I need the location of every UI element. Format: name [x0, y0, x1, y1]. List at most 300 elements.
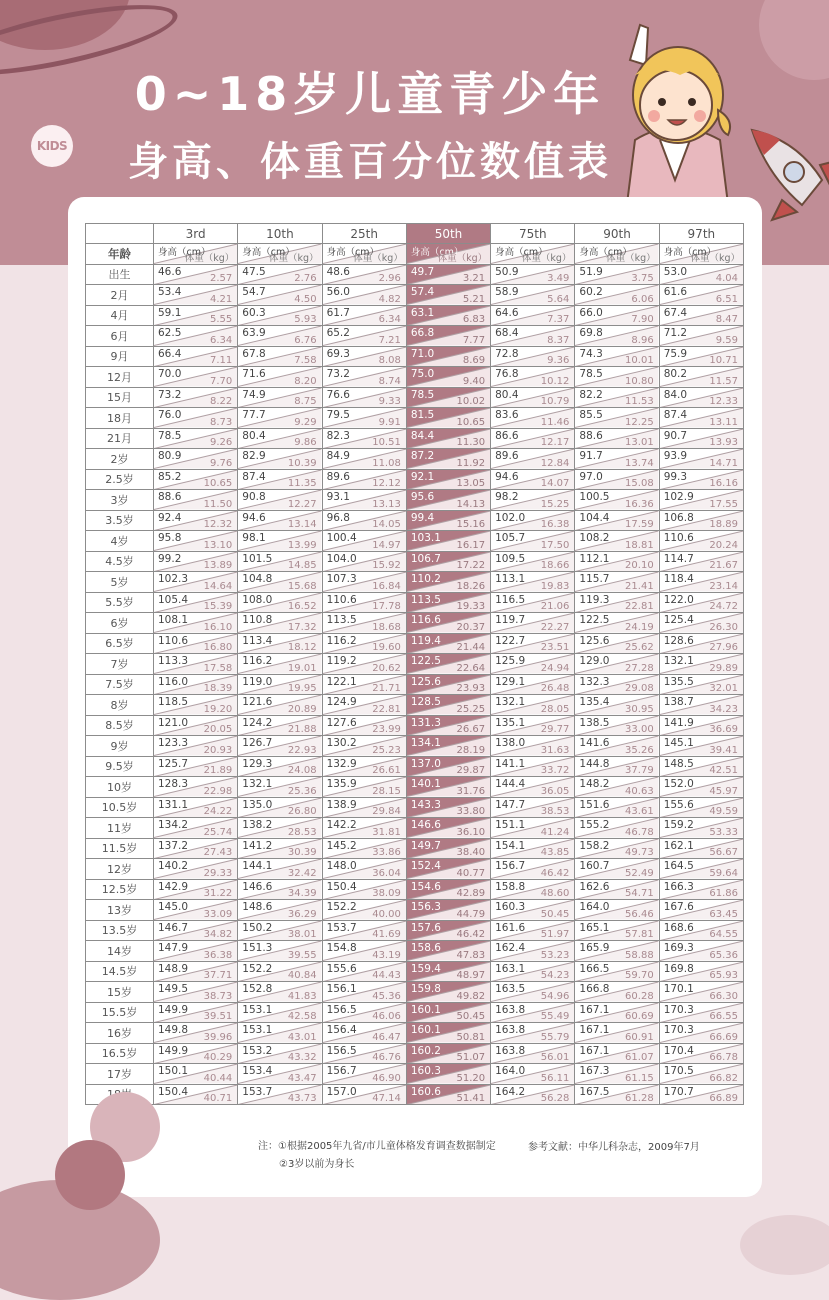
- table-body: [86, 264, 744, 1105]
- weight-value: 49.59: [709, 806, 738, 817]
- height-value: 116.2: [326, 634, 357, 647]
- height-value: 65.2: [326, 327, 350, 339]
- height-value: 103.1: [410, 532, 441, 544]
- height-value: 82.3: [326, 429, 350, 442]
- height-value: 153.1: [242, 1003, 273, 1016]
- height-value: 151.6: [579, 798, 610, 811]
- percentile-header: 90th: [575, 224, 659, 244]
- age-cell: 7.5岁: [86, 674, 154, 695]
- height-value: 145.2: [326, 839, 357, 852]
- height-value: 160.3: [410, 1065, 441, 1077]
- weight-value: 19.60: [372, 642, 401, 653]
- value-cell: [322, 367, 406, 388]
- height-value: 105.4: [158, 593, 189, 606]
- height-value: 152.8: [242, 983, 273, 995]
- height-value: 125.7: [158, 757, 189, 770]
- weight-value: 21.44: [456, 642, 486, 653]
- height-value: 104.0: [326, 552, 357, 565]
- weight-value: 9.91: [378, 416, 401, 428]
- weight-value: 22.93: [287, 744, 317, 756]
- table-row: [86, 367, 744, 388]
- weight-value: 9.76: [210, 457, 233, 469]
- value-cell: [575, 572, 659, 593]
- value-cell: [406, 1002, 490, 1023]
- weight-value: 49.73: [625, 847, 654, 858]
- weight-value: 10.65: [203, 478, 233, 489]
- value-cell: [575, 961, 659, 982]
- weight-value: 2.96: [378, 273, 401, 284]
- height-value: 135.9: [326, 778, 357, 790]
- height-value: 165.1: [579, 921, 610, 934]
- value-cell: [322, 633, 406, 654]
- weight-value: 57.81: [625, 929, 654, 940]
- value-cell: [322, 285, 406, 306]
- value-cell: [238, 920, 322, 941]
- value-cell: [322, 1023, 406, 1044]
- weight-value: 6.34: [378, 314, 401, 325]
- value-cell: [406, 449, 490, 470]
- weight-value: 47.14: [372, 1093, 401, 1104]
- height-value: 147.7: [495, 798, 526, 811]
- height-value: 48.6: [326, 265, 350, 278]
- height-value: 112.1: [579, 552, 610, 565]
- table-row: [86, 797, 744, 818]
- weight-value: 26.30: [709, 621, 738, 633]
- weight-value: 14.13: [456, 498, 486, 510]
- height-value: 73.2: [326, 368, 350, 380]
- value-cell: [154, 387, 238, 408]
- value-cell: [322, 695, 406, 716]
- height-value: 126.7: [242, 737, 273, 749]
- value-cell: [154, 818, 238, 839]
- height-value: 122.5: [579, 614, 610, 626]
- height-value: 113.5: [326, 614, 357, 626]
- value-cell: [406, 428, 490, 449]
- height-value: 160.2: [410, 1044, 441, 1057]
- weight-value: 18.68: [372, 621, 401, 633]
- weight-value: 10.39: [287, 457, 317, 469]
- height-value: 137.0: [410, 757, 441, 770]
- weight-value: 29.33: [203, 867, 233, 879]
- weight-value: 9.29: [294, 416, 317, 428]
- height-value: 104.8: [242, 573, 273, 585]
- value-cell: [406, 838, 490, 859]
- weight-value: 60.28: [625, 990, 654, 1002]
- table-row: [86, 838, 744, 859]
- weight-value: 59.64: [709, 867, 738, 879]
- value-cell: [659, 469, 743, 490]
- value-cell: [154, 285, 238, 306]
- weight-value: 37.71: [203, 970, 233, 981]
- value-cell: [491, 674, 575, 695]
- height-value: 46.6: [158, 265, 182, 278]
- height-value: 87.2: [410, 450, 435, 462]
- age-cell: 2.5岁: [86, 469, 154, 490]
- age-cell: 9.5岁: [86, 756, 154, 777]
- height-value: 81.5: [410, 409, 435, 421]
- height-value: 144.8: [579, 757, 610, 770]
- value-cell: [491, 305, 575, 326]
- value-cell: [659, 592, 743, 613]
- value-cell: [406, 1064, 490, 1085]
- value-cell: [575, 346, 659, 367]
- height-value: 146.7: [158, 921, 189, 934]
- height-value: 149.9: [158, 1003, 189, 1016]
- height-value: 163.8: [495, 1003, 526, 1016]
- value-cell: [659, 818, 743, 839]
- age-cell: 12岁: [86, 859, 154, 880]
- value-cell: [154, 1023, 238, 1044]
- age-cell: 10.5岁: [86, 797, 154, 818]
- age-cell: 15.5岁: [86, 1002, 154, 1023]
- percentile-header: 75th: [491, 224, 575, 244]
- weight-value: 64.55: [709, 929, 738, 940]
- height-value: 78.5: [410, 388, 435, 401]
- value-cell: [238, 572, 322, 593]
- weight-value: 5.21: [462, 293, 486, 305]
- weight-value: 36.69: [709, 724, 738, 735]
- weight-value: 19.33: [456, 601, 486, 612]
- percentile-header-row: [86, 224, 744, 244]
- height-value: 125.4: [663, 614, 694, 626]
- age-cell: 17岁: [86, 1064, 154, 1085]
- height-value: 158.6: [410, 942, 441, 954]
- value-cell: [491, 797, 575, 818]
- value-cell: [491, 838, 575, 859]
- height-value: 138.7: [663, 696, 694, 708]
- height-value: 153.7: [242, 1085, 273, 1098]
- height-value: 69.3: [326, 347, 350, 360]
- height-value: 128.3: [158, 778, 189, 790]
- height-value: 106.7: [410, 552, 441, 565]
- height-value: 88.6: [158, 491, 182, 503]
- value-cell: [154, 408, 238, 429]
- height-value: 118.4: [663, 573, 694, 585]
- weight-value: 38.01: [287, 929, 317, 940]
- hw-header-cell: [575, 244, 659, 265]
- weight-value: 33.86: [372, 847, 401, 858]
- height-value: 57.4: [410, 286, 435, 298]
- height-value: 122.1: [326, 675, 357, 688]
- height-value: 146.6: [242, 880, 273, 893]
- weight-value: 60.69: [625, 1011, 654, 1022]
- height-value: 80.9: [158, 450, 182, 462]
- weight-value: 2.76: [294, 273, 317, 284]
- height-value: 160.3: [495, 901, 526, 913]
- weight-value: 13.05: [456, 478, 486, 489]
- height-value: 85.5: [579, 409, 603, 421]
- height-value: 86.6: [495, 429, 519, 442]
- weight-value: 39.41: [709, 744, 738, 756]
- value-cell: [238, 264, 322, 285]
- age-cell: 5岁: [86, 572, 154, 593]
- value-cell: [491, 961, 575, 982]
- height-value: 125.9: [495, 655, 526, 667]
- height-value: 154.1: [495, 839, 526, 852]
- weight-value: 40.77: [456, 867, 486, 879]
- height-value: 156.5: [326, 1044, 357, 1057]
- value-cell: [154, 1002, 238, 1023]
- height-value: 95.6: [410, 491, 435, 503]
- value-cell: [575, 715, 659, 736]
- height-value: 141.9: [663, 716, 694, 729]
- weight-value: 31.22: [203, 888, 233, 899]
- value-cell: [238, 695, 322, 716]
- value-cell: [491, 428, 575, 449]
- height-value: 130.2: [326, 737, 357, 749]
- value-cell: [659, 1002, 743, 1023]
- table-row: [86, 674, 744, 695]
- age-cell: 16岁: [86, 1023, 154, 1044]
- weight-value: 11.46: [540, 416, 570, 428]
- value-cell: [406, 818, 490, 839]
- table-row: [86, 490, 744, 511]
- weight-value: 36.05: [540, 785, 570, 797]
- weight-value: 29.87: [456, 765, 486, 776]
- value-cell: [659, 736, 743, 757]
- value-cell: [238, 797, 322, 818]
- value-cell: [154, 1043, 238, 1064]
- age-cell: 9月: [86, 346, 154, 367]
- height-value: 108.0: [242, 593, 273, 606]
- value-cell: [575, 900, 659, 921]
- table-row: [86, 756, 744, 777]
- weight-value: 7.11: [210, 355, 233, 366]
- value-cell: [491, 367, 575, 388]
- weight-value: 10.12: [540, 375, 570, 387]
- value-cell: [238, 756, 322, 777]
- height-value: 167.1: [579, 1024, 610, 1036]
- age-cell: 13.5岁: [86, 920, 154, 941]
- value-cell: [659, 920, 743, 941]
- weight-value: 21.88: [287, 724, 317, 735]
- value-cell: [406, 941, 490, 962]
- table-row: [86, 715, 744, 736]
- age-cell: 12.5岁: [86, 879, 154, 900]
- weight-value: 28.05: [540, 703, 570, 715]
- value-cell: [659, 756, 743, 777]
- height-value: 161.6: [495, 921, 526, 934]
- height-value: 156.7: [495, 860, 526, 872]
- table-row: [86, 1084, 744, 1105]
- value-cell: [491, 1043, 575, 1064]
- percentile-header: 3rd: [154, 224, 238, 244]
- value-cell: [659, 1064, 743, 1085]
- value-cell: [659, 1043, 743, 1064]
- height-value: 89.6: [326, 470, 350, 483]
- table-row: [86, 1023, 744, 1044]
- height-value: 143.3: [410, 798, 441, 811]
- weight-value: 24.19: [625, 621, 654, 633]
- weight-value: 61.28: [625, 1093, 654, 1104]
- height-value: 132.3: [579, 675, 610, 688]
- value-cell: [322, 674, 406, 695]
- value-cell: [406, 490, 490, 511]
- weight-value: 13.99: [287, 539, 317, 551]
- value-cell: [491, 920, 575, 941]
- value-cell: [406, 572, 490, 593]
- value-cell: [491, 1023, 575, 1044]
- table-row: [86, 285, 744, 306]
- height-value: 84.0: [663, 388, 688, 401]
- girl-illustration-icon: [610, 20, 740, 220]
- weight-value: 9.59: [715, 334, 738, 346]
- percentile-header: 25th: [322, 224, 406, 244]
- age-cell: 6月: [86, 326, 154, 347]
- value-cell: [238, 449, 322, 470]
- height-value: 50.9: [495, 265, 519, 278]
- height-value: 157.6: [410, 921, 441, 934]
- height-value: 94.6: [242, 511, 266, 524]
- weight-value: 43.19: [372, 949, 401, 961]
- value-cell: [238, 408, 322, 429]
- weight-value: 56.11: [540, 1072, 570, 1084]
- note-2: ②3岁以前为身长: [279, 1159, 355, 1170]
- value-cell: [575, 695, 659, 716]
- height-value: 144.4: [495, 778, 526, 790]
- weight-value: 11.35: [287, 478, 317, 489]
- weight-value: 20.05: [203, 724, 233, 735]
- table-row: [86, 941, 744, 962]
- height-value: 119.3: [579, 593, 610, 606]
- value-cell: [491, 982, 575, 1003]
- height-value: 119.2: [326, 655, 357, 667]
- height-value: 156.1: [326, 983, 357, 995]
- height-value: 163.1: [495, 962, 526, 975]
- value-cell: [659, 531, 743, 552]
- weight-value: 10.51: [372, 437, 401, 448]
- value-cell: [238, 859, 322, 880]
- weight-value: 15.25: [540, 498, 570, 510]
- age-cell: 11岁: [86, 818, 154, 839]
- value-cell: [659, 285, 743, 306]
- value-cell: [491, 818, 575, 839]
- height-value: 152.2: [242, 962, 273, 975]
- weight-value: 19.83: [540, 580, 570, 592]
- weight-value: 31.76: [456, 785, 486, 797]
- height-value: 152.0: [663, 778, 694, 790]
- height-value: 80.4: [242, 429, 266, 442]
- height-value: 119.4: [410, 634, 441, 647]
- value-cell: [154, 777, 238, 798]
- value-cell: [154, 982, 238, 1003]
- height-value: 169.3: [663, 942, 694, 954]
- weight-value: 38.53: [540, 806, 570, 817]
- height-value: 125.6: [579, 634, 610, 647]
- weight-value: 13.01: [625, 437, 654, 448]
- height-value: 152.4: [410, 860, 441, 872]
- weight-value: 43.47: [287, 1072, 317, 1084]
- height-value: 92.1: [410, 470, 435, 483]
- weight-value: 51.41: [456, 1093, 486, 1104]
- value-cell: [659, 490, 743, 511]
- weight-value: 22.98: [203, 785, 233, 797]
- weight-value: 22.64: [456, 662, 486, 674]
- height-value: 156.3: [410, 901, 441, 913]
- weight-value: 43.85: [540, 847, 570, 858]
- height-value: 128.5: [410, 696, 441, 708]
- height-value: 129.0: [579, 655, 610, 667]
- weight-value: 36.29: [287, 908, 317, 920]
- table-row: [86, 1043, 744, 1064]
- table-row: [86, 264, 744, 285]
- weight-value: 50.45: [540, 908, 570, 920]
- weight-value: 21.06: [540, 601, 570, 612]
- value-cell: [575, 736, 659, 757]
- weight-value: 3.21: [462, 273, 486, 284]
- value-cell: [322, 900, 406, 921]
- value-cell: [154, 613, 238, 634]
- age-cell: 4岁: [86, 531, 154, 552]
- weight-value: 15.08: [625, 478, 654, 489]
- weight-value: 13.13: [372, 498, 401, 510]
- height-value: 167.3: [579, 1065, 610, 1077]
- weight-value: 41.83: [287, 990, 317, 1002]
- value-cell: [659, 982, 743, 1003]
- weight-value: 33.09: [203, 908, 233, 920]
- weight-value: 44.79: [456, 908, 486, 920]
- value-cell: [406, 982, 490, 1003]
- height-value: 110.8: [242, 614, 273, 626]
- height-value: 66.0: [579, 306, 603, 319]
- weight-value: 61.07: [625, 1052, 654, 1063]
- age-cell: 4.5岁: [86, 551, 154, 572]
- weight-value: 5.64: [547, 293, 570, 305]
- height-value: 113.4: [242, 634, 273, 647]
- value-cell: [406, 367, 490, 388]
- weight-value: 61.15: [625, 1072, 654, 1084]
- height-value: 87.4: [242, 470, 266, 483]
- table-row: [86, 531, 744, 552]
- height-value: 91.7: [579, 450, 603, 462]
- value-cell: [406, 387, 490, 408]
- weight-value: 3.49: [547, 273, 570, 284]
- value-cell: [659, 695, 743, 716]
- weight-value: 26.80: [287, 806, 317, 817]
- weight-value: 12.84: [540, 457, 570, 469]
- height-value: 90.7: [663, 429, 688, 442]
- value-cell: [659, 326, 743, 347]
- height-value: 51.9: [579, 265, 603, 278]
- table-row: [86, 879, 744, 900]
- height-value: 122.7: [495, 634, 526, 647]
- value-cell: [575, 1084, 659, 1105]
- weight-value: 24.94: [540, 662, 570, 674]
- weight-value: 30.39: [287, 847, 317, 858]
- age-cell: 6岁: [86, 613, 154, 634]
- value-cell: [406, 736, 490, 757]
- height-value: 74.3: [579, 347, 603, 360]
- weight-value: 10.65: [456, 416, 486, 428]
- value-cell: [322, 469, 406, 490]
- height-value: 137.2: [158, 839, 189, 852]
- height-value: 109.5: [495, 552, 526, 565]
- weight-value: 58.88: [625, 949, 654, 961]
- value-cell: [491, 736, 575, 757]
- value-cell: [659, 797, 743, 818]
- height-value: 114.7: [663, 552, 694, 565]
- weight-value: 60.91: [625, 1031, 654, 1043]
- value-cell: [575, 674, 659, 695]
- weight-value: 18.26: [456, 580, 486, 592]
- weight-value: 33.80: [456, 806, 486, 817]
- weight-value: 7.37: [547, 314, 570, 325]
- value-cell: [238, 674, 322, 695]
- weight-value: 48.97: [456, 970, 486, 981]
- weight-value: 20.93: [203, 744, 233, 756]
- height-value: 76.0: [158, 409, 182, 421]
- value-cell: [238, 982, 322, 1003]
